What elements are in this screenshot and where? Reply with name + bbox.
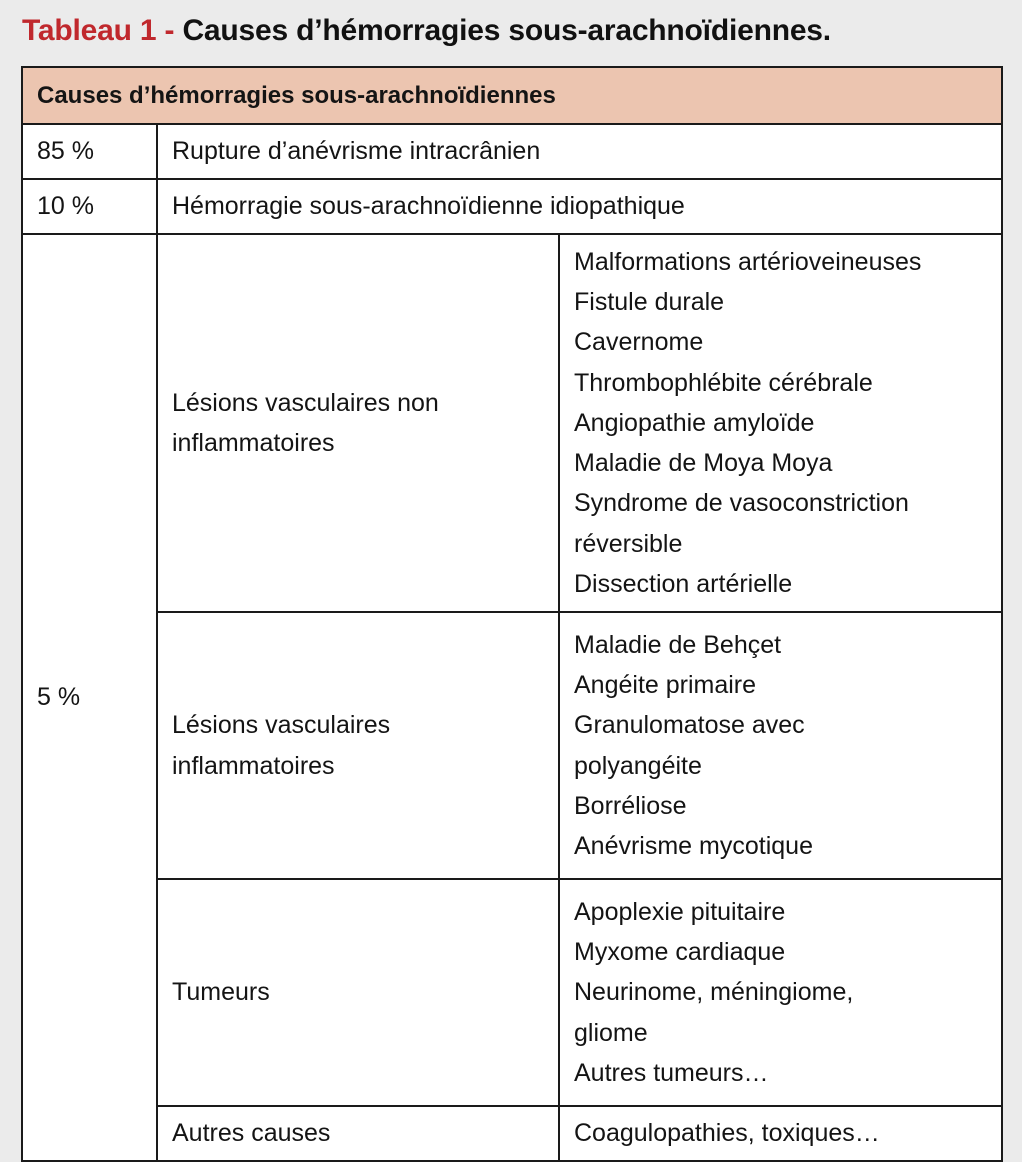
- table-row: [22, 879, 1002, 1106]
- table-header: Causes d’hémorragies sous-arachnoïdiennes: [22, 67, 1002, 124]
- list-item: Malformations artérioveineuses: [574, 248, 922, 277]
- group-label-text: Lésions vasculaires non inflammatoires: [172, 388, 439, 457]
- table-row: [22, 179, 1002, 234]
- list-item: Neurinome, méningiome,: [574, 978, 854, 1007]
- group-label-text: Lésions vasculaires inflammatoires: [172, 711, 391, 780]
- list-item: Maladie de Moya Moya: [574, 449, 833, 478]
- causes-table: [21, 66, 1003, 1162]
- group-label: [157, 234, 559, 612]
- group-label: [157, 612, 559, 879]
- list-item: Cavernome: [574, 328, 704, 357]
- list-item: Angiopathie amyloïde: [574, 408, 815, 437]
- percent-cell: 5 %: [22, 234, 157, 1161]
- group-items: [559, 879, 1002, 1106]
- table-row: [22, 612, 1002, 879]
- table-row: [22, 124, 1002, 179]
- table-row: [22, 234, 1002, 612]
- table-row: [22, 1106, 1002, 1161]
- list-item: Anévrisme mycotique: [574, 831, 813, 860]
- caption-title: Causes d’hémorragies sous-arachnoïdiennes.: [182, 14, 831, 47]
- list-item: Apoplexie pituitaire: [574, 897, 786, 926]
- list-item: réversible: [574, 529, 683, 558]
- list-item: Myxome cardiaque: [574, 938, 786, 967]
- cause-cell: Hémorragie sous-arachnoïdienne idiopathique: [157, 179, 1002, 234]
- list-item: Granulomatose avec: [574, 711, 805, 740]
- list-item: Angéite primaire: [574, 671, 757, 700]
- table-caption: [22, 14, 831, 48]
- cause-cell: Rupture d’anévrisme intracrânien: [157, 124, 1002, 179]
- list-item: Fistule durale: [574, 288, 725, 317]
- list-item: gliome: [574, 1018, 648, 1047]
- list-item: polyangéite: [574, 751, 702, 780]
- group-items: [559, 612, 1002, 879]
- percent-cell: 85 %: [22, 124, 157, 179]
- group-items: Coagulopathies, toxiques…: [559, 1106, 1002, 1161]
- percent-cell: 10 %: [22, 179, 157, 234]
- list-item: Borréliose: [574, 791, 687, 820]
- table-header-row: [22, 67, 1002, 124]
- group-items: [559, 234, 1002, 612]
- group-label: Tumeurs: [157, 879, 559, 1106]
- list-item: Syndrome de vasoconstriction: [574, 489, 909, 518]
- caption-prefix: Tableau 1 -: [22, 14, 175, 47]
- list-item: Dissection artérielle: [574, 569, 793, 598]
- list-item: Maladie de Behçet: [574, 630, 782, 659]
- group-label: Autres causes: [157, 1106, 559, 1161]
- list-item: Autres tumeurs…: [574, 1058, 769, 1087]
- list-item: Thrombophlébite cérébrale: [574, 368, 873, 397]
